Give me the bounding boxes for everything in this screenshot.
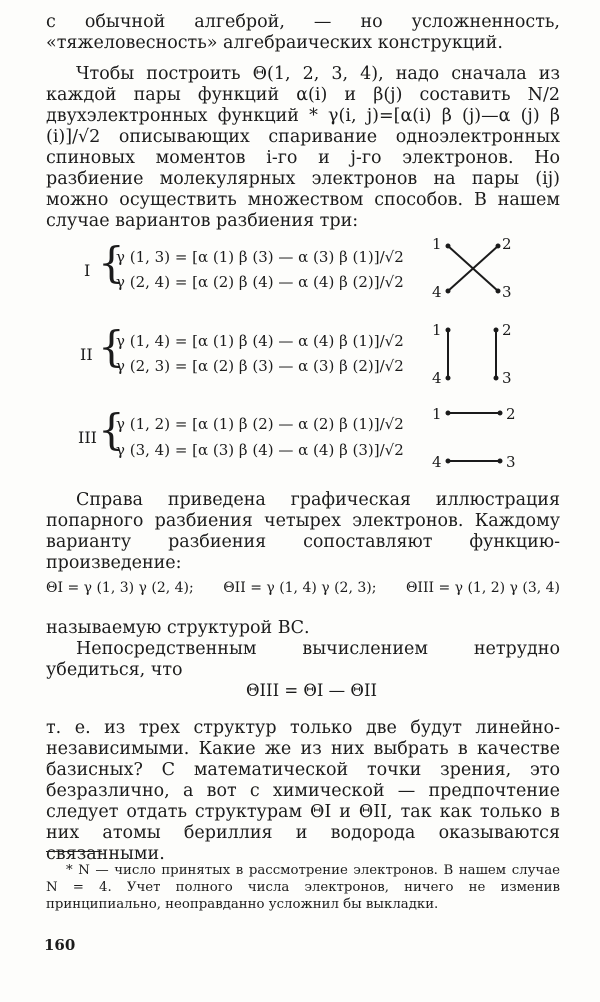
paragraph-calc: Непосредственным вычислением нетрудно убедиться, что: [46, 639, 560, 680]
node-dot-4: [446, 459, 451, 464]
variant-i-eq2: γ (2, 4) = [α (2) β (4) — α (4) β (2)]/√2: [116, 273, 404, 291]
variant-i-eq1: γ (1, 3) = [α (1) β (3) — α (3) β (1)]/√2: [116, 248, 404, 266]
node-label-4: 4: [432, 283, 442, 301]
node-dot-3: [498, 459, 503, 464]
node-dot-4: [446, 289, 451, 294]
text-block-graph-desc: [46, 490, 560, 574]
node-dot-3: [494, 376, 499, 381]
text-block-conclusion: [46, 718, 560, 865]
variant-label-ii: II: [80, 345, 93, 364]
node-label-2: 2: [506, 405, 516, 423]
text-block-intro: [46, 64, 560, 232]
paragraph-conclusion: т. е. из трех структур только две будут линейно-независимыми. Какие же из них выбрать в качестве базисных? С математической точки зрения, это безразлично, а вот с химической — предпочтение следует отдать структурам ΘI и ΘII, так как только в них атомы бериллия и водорода оказываются связанными.: [46, 718, 560, 864]
node-label-3: 3: [506, 453, 516, 471]
page-number: 160: [44, 936, 76, 954]
variant-label-iii: III: [78, 428, 97, 447]
paragraph-continuation: с обычной алгеброй, — но усложненность, «тяжеловесность» алгебраических конструкций.: [46, 12, 560, 53]
diagram-variant-i: [430, 232, 520, 302]
node-dot-2: [496, 244, 501, 249]
node-label-4: 4: [432, 369, 442, 387]
text-block-named: [46, 618, 560, 639]
node-label-3: 3: [502, 369, 512, 387]
variant-iii-eq1: γ (1, 2) = [α (1) β (2) — α (2) β (1)]/√2: [116, 415, 404, 433]
node-label-4: 4: [432, 453, 442, 471]
text-block-continuation: [46, 12, 560, 54]
footnote-rule: [46, 851, 102, 852]
theta-ii-product: ΘII = γ (1, 4) γ (2, 3);: [223, 580, 377, 596]
theta-products-line: [46, 580, 560, 596]
variant-brace-iii: {: [98, 405, 125, 454]
diagram-variant-iii: [430, 402, 520, 472]
node-dot-3: [496, 289, 501, 294]
node-label-1: 1: [432, 235, 442, 253]
node-dot-1: [446, 328, 451, 333]
theta-i-product: ΘI = γ (1, 3) γ (2, 4);: [46, 580, 194, 596]
node-label-1: 1: [432, 321, 442, 339]
text-block-calc: [46, 639, 560, 681]
node-label-3: 3: [502, 283, 512, 301]
paragraph-named: называемую структурой ВС.: [46, 618, 310, 638]
paragraph-build-intro: Чтобы построить Θ(1, 2, 3, 4), надо сначала из каждой пары функций α(i) и β(j) составить N/2 двухэлектронных функций * γ(i, j)=[α(i) β (j)—α (j) β (i)]/√2 описывающих спаривание одноэлектронных спиновых моментов i-го и j-го электронов. Но разбиение молекулярных электронов на пары (ij) можно осуществить множеством способов. В нашем случае вариантов разбиения три:: [46, 64, 560, 231]
node-dot-2: [498, 411, 503, 416]
theta-iii-product: ΘIII = γ (1, 2) γ (3, 4): [405, 580, 560, 596]
paragraph-graph-desc: Справа приведена графическая иллюстрация попарного разбиения четырех электронов. Каждому варианту разбиения сопоставляют функцию-произведение:: [46, 490, 560, 573]
footnote: * N — число принятых в рассмотрение электронов. В нашем случае N = 4. Учет полного числа электронов, ничего не изменив принципиально, неоправданно усложнил бы выкладки.: [46, 863, 560, 912]
node-dot-4: [446, 376, 451, 381]
node-dot-2: [494, 328, 499, 333]
variant-ii-eq2: γ (2, 3) = [α (2) β (3) — α (3) β (2)]/√2: [116, 357, 404, 375]
variant-brace-ii: {: [98, 322, 125, 371]
variant-ii-eq1: γ (1, 4) = [α (1) β (4) — α (4) β (1)]/√2: [116, 332, 404, 350]
node-label-2: 2: [502, 235, 512, 253]
node-dot-1: [446, 244, 451, 249]
variant-iii-eq2: γ (3, 4) = [α (3) β (4) — α (4) β (3)]/√2: [116, 441, 404, 459]
diagram-variant-ii: [430, 318, 520, 388]
variant-brace-i: {: [98, 238, 125, 287]
node-dot-1: [446, 411, 451, 416]
relation-formula: ΘIII = ΘI — ΘII: [246, 681, 377, 700]
node-label-2: 2: [502, 321, 512, 339]
node-label-1: 1: [432, 405, 442, 423]
variant-label-i: I: [84, 261, 91, 280]
